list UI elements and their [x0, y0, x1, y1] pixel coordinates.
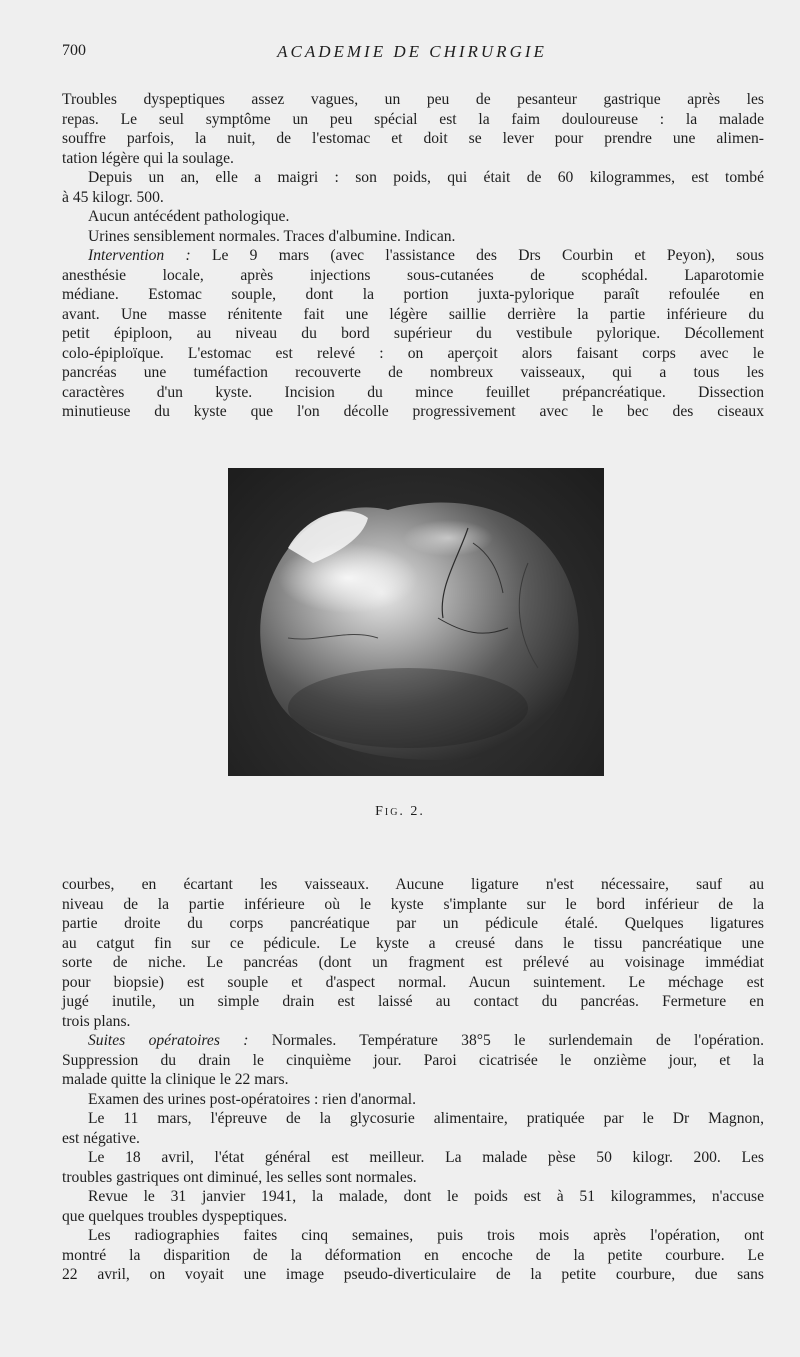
text-line: petit épiploon, au niveau du bord supérieur du vestibule pylorique. Décollement: [62, 325, 764, 342]
section-label: Suites opératoires :: [88, 1032, 249, 1049]
text-line: niveau de la partie inférieure où le kyste s'implante sur le bord inférieur de la: [62, 895, 764, 913]
text-line: jugé inutile, un simple drain est laissé au contact du pancréas. Fermeture en: [62, 993, 764, 1010]
text-line: est négative.: [62, 1129, 140, 1147]
page-number: 700: [62, 42, 86, 59]
text-line: Examen des urines post-opératoires : rien d'anormal.: [88, 1090, 417, 1108]
top-paragraphs: [62, 90, 764, 422]
text-line: colo-épiploïque. L'estomac est relevé : on aperçoit alors faisant corps avec le: [62, 344, 764, 362]
text-line: Aucun antécédent pathologique.: [88, 208, 290, 225]
text-line: Suites opératoires : Normales. Température 38°5 le surlendemain de l'opération.: [88, 1032, 764, 1049]
text-line: souffre parfois, la nuit, de l'estomac et doit se lever pour prendre une alimen-: [62, 130, 764, 147]
text-line: tation légère qui la soulage.: [62, 149, 234, 167]
text-line: pour biopsie) est souple et d'aspect normal. Aucun suintement. Le méchage est: [62, 973, 764, 991]
text-line: à 45 kilogr. 500.: [62, 188, 164, 206]
text-line: partie droite du corps pancréatique par un pédicule étalé. Quelques ligatures: [62, 915, 764, 932]
bottom-paragraphs: [62, 875, 764, 1285]
text-line: malade quitte la clinique le 22 mars.: [62, 1071, 289, 1088]
text-line: Le 11 mars, l'épreuve de la glycosurie alimentaire, pratiquée par le Dr Magnon,: [88, 1110, 764, 1127]
text-line: avant. Une masse rénitente fait une légère saillie derrière la partie inférieure du: [62, 305, 764, 323]
text-line: Troubles dyspeptiques assez vagues, un peu de pesanteur gastrique après les: [62, 91, 764, 108]
text-line: Urines sensiblement normales. Traces d'albumine. Indican.: [88, 227, 456, 245]
text-line: Depuis un an, elle a maigri : son poids, qui était de 60 kilogrammes, est tombé: [88, 169, 764, 186]
section-label: Intervention :: [88, 247, 191, 264]
cyst-photo-illustration: [228, 468, 604, 776]
text-line: troubles gastriques ont diminué, les selles sont normales.: [62, 1168, 417, 1186]
journal-title: ACADEMIE DE CHIRURGIE: [277, 42, 547, 61]
running-header: [62, 42, 762, 66]
text-line: repas. Le seul symptôme un peu spécial est la faim douloureuse : la malade: [62, 110, 764, 128]
text-line: Les radiographies faites cinq semaines, puis trois mois après l'opération, ont: [88, 1227, 764, 1244]
text-line: sorte de niche. Le pancréas (dont un fragment est prélevé au voisinage immédiat: [62, 954, 764, 971]
text-line: Revue le 31 janvier 1941, la malade, dont le poids est à 51 kilogrammes, n'accuse: [88, 1188, 764, 1205]
text-line: pancréas une tuméfaction recouverte de nombreux vaisseaux, qui a tous les: [62, 364, 764, 381]
figure-caption: Fig. 2.: [375, 804, 425, 819]
text-line: Intervention : Le 9 mars (avec l'assistance des Drs Courbin et Peyon), sous: [88, 247, 764, 264]
text-line: Suppression du drain le cinquième jour. Paroi cicatrisée le onzième jour, et la: [62, 1051, 764, 1069]
text-line: trois plans.: [62, 1012, 131, 1030]
figure-photograph: [228, 468, 604, 776]
text-line: montré la disparition de la déformation en encoche de la petite courbure. Le: [62, 1246, 764, 1264]
text-line: courbes, en écartant les vaisseaux. Aucune ligature n'est nécessaire, sauf au: [62, 876, 764, 893]
text-line: 22 avril, on voyait une image pseudo-diverticulaire de la petite courbure, due sans: [62, 1266, 764, 1283]
text-line: que quelques troubles dyspeptiques.: [62, 1207, 288, 1225]
text-line: caractères d'un kyste. Incision du mince feuillet prépancréatique. Dissection: [62, 383, 764, 401]
text-line: Le 18 avril, l'état général est meilleur. La malade pèse 50 kilogr. 200. Les: [88, 1149, 764, 1166]
text-line: médiane. Estomac souple, dont la portion juxta-pylorique paraît refoulée en: [62, 286, 764, 303]
text-line: au catgut fin sur ce pédicule. Le kyste a creusé dans le tissu pancréatique une: [62, 934, 764, 952]
text-line: anesthésie locale, après injections sous-cutanées de scophédal. Laparotomie: [62, 266, 764, 284]
text-line: minutieuse du kyste que l'on décolle progressivement avec le bec des ciseaux: [62, 403, 764, 420]
